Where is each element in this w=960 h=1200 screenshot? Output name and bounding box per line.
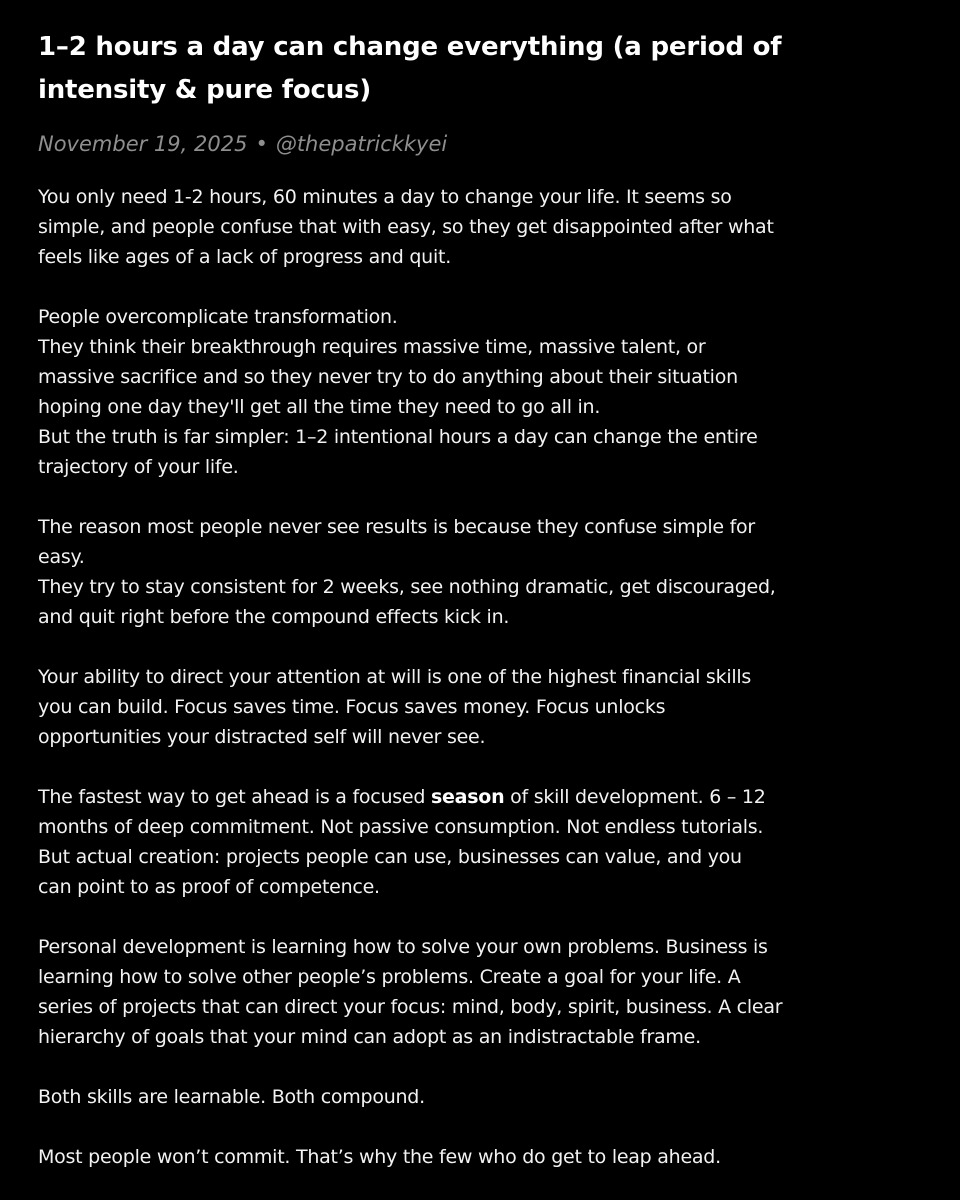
paragraph-line: months of deep commitment. Not passive consumption. Not endless tutorials. <box>38 816 764 838</box>
post-title-line-2: intensity & pure focus) <box>38 75 372 105</box>
paragraph-4 <box>38 662 928 752</box>
paragraph-line: simple, and people confuse that with easy, so they get disappointed after what <box>38 216 774 238</box>
paragraph-line: can point to as proof of competence. <box>38 876 380 898</box>
paragraph-line: Both skills are learnable. Both compound. <box>38 1086 425 1108</box>
paragraph-line: You only need 1-2 hours, 60 minutes a day to change your life. It seems so <box>38 186 732 208</box>
paragraph-line: massive sacrifice and so they never try to do anything about their situation <box>38 366 738 388</box>
paragraph-line: They try to stay consistent for 2 weeks, see nothing dramatic, get discouraged, <box>38 576 776 598</box>
paragraph-line: you can build. Focus saves time. Focus saves money. Focus unlocks <box>38 696 666 718</box>
paragraph-gap <box>38 1052 928 1082</box>
paragraph-gap <box>38 752 928 782</box>
paragraph-line <box>38 782 928 812</box>
post-meta <box>38 128 447 160</box>
paragraph-line: They think their breakthrough requires massive time, massive talent, or <box>38 336 706 358</box>
paragraph-6 <box>38 932 928 1052</box>
post-date: November 19, 2025 <box>38 132 248 156</box>
paragraph-line: Most people won’t commit. That’s why the few who do get to leap ahead. <box>38 1146 721 1168</box>
text-segment: of skill development. 6 – 12 <box>504 786 766 808</box>
paragraph-line: learning how to solve other people’s problems. Create a goal for your life. A <box>38 966 741 988</box>
paragraph-8 <box>38 1142 928 1172</box>
paragraph-gap <box>38 632 928 662</box>
paragraph-line: Personal development is learning how to solve your own problems. Business is <box>38 936 768 958</box>
paragraph-line: and quit right before the compound effects kick in. <box>38 606 510 628</box>
bold-word-season: season <box>430 786 505 808</box>
text-segment: The fastest way to get ahead is a focused <box>38 786 431 808</box>
paragraph-3 <box>38 512 928 632</box>
paragraph-line: trajectory of your life. <box>38 456 239 478</box>
paragraph-line: opportunities your distracted self will never see. <box>38 726 486 748</box>
paragraph-gap <box>38 1112 928 1142</box>
paragraph-gap <box>38 902 928 932</box>
paragraph-7 <box>38 1082 928 1112</box>
post-title-line-1: 1–2 hours a day can change everything (a period of <box>38 32 782 62</box>
post-body <box>38 182 928 1172</box>
paragraph-line: series of projects that can direct your focus: mind, body, spirit, business. A clear <box>38 996 783 1018</box>
paragraph-5 <box>38 782 928 902</box>
paragraph-line: hierarchy of goals that your mind can adopt as an indistractable frame. <box>38 1026 701 1048</box>
paragraph-line: People overcomplicate transformation. <box>38 306 398 328</box>
paragraph-line: easy. <box>38 546 85 568</box>
paragraph-line: But actual creation: projects people can use, businesses can value, and you <box>38 846 742 868</box>
paragraph-line: Your ability to direct your attention at will is one of the highest financial skills <box>38 666 752 688</box>
paragraph-line: hoping one day they'll get all the time they need to go all in. <box>38 396 601 418</box>
paragraph-gap <box>38 482 928 512</box>
meta-separator: • <box>255 132 268 156</box>
paragraph-line: feels like ages of a lack of progress and quit. <box>38 246 451 268</box>
paragraph-2 <box>38 302 928 482</box>
paragraph-line: The reason most people never see results is because they confuse simple for <box>38 516 755 538</box>
paragraph-gap <box>38 272 928 302</box>
post-title <box>38 26 928 112</box>
paragraph-1 <box>38 182 928 272</box>
post-author: @thepatrickkyei <box>275 132 448 156</box>
paragraph-line: But the truth is far simpler: 1–2 intentional hours a day can change the entire <box>38 426 758 448</box>
